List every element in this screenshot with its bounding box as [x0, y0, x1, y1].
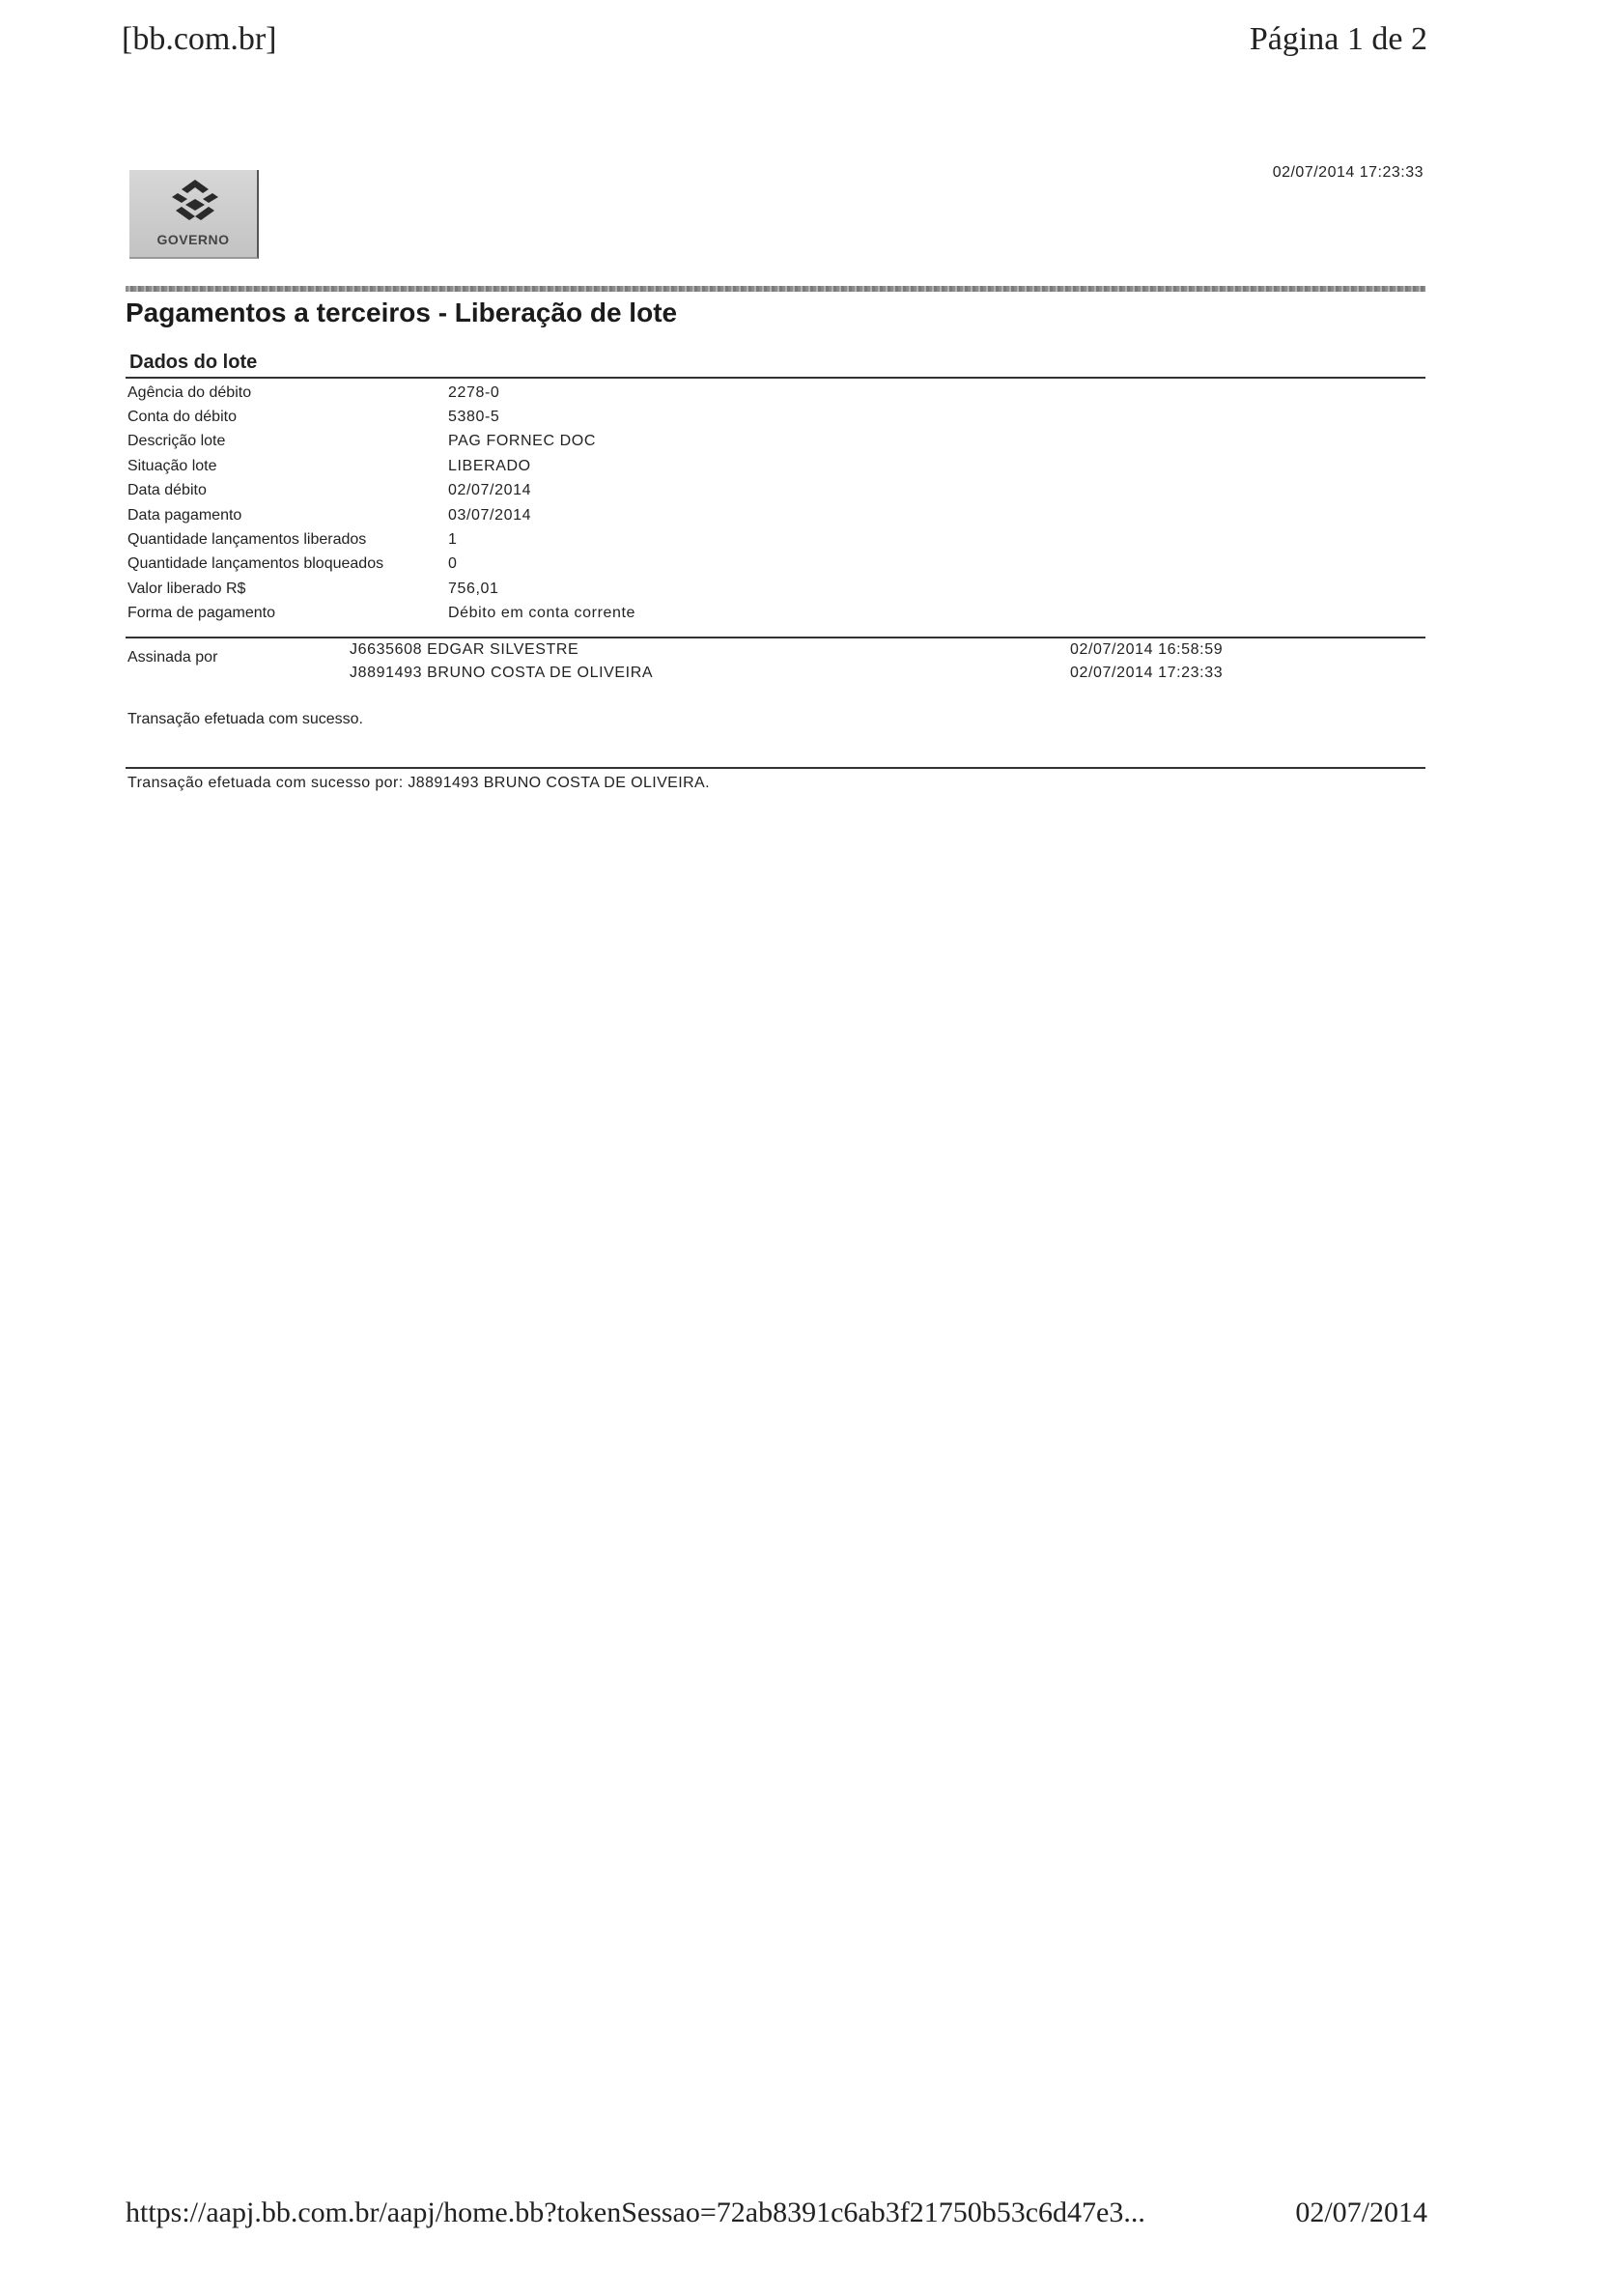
page-indicator: Página 1 de 2	[1249, 21, 1427, 57]
field-row	[126, 381, 1425, 405]
field-value: Débito em conta corrente	[448, 605, 636, 622]
field-value: 03/07/2014	[448, 506, 532, 524]
field-row	[126, 479, 1425, 503]
field-row	[126, 405, 1425, 429]
field-label: Quantidade lançamentos liberados	[127, 531, 367, 549]
field-row	[126, 454, 1425, 478]
signer-name: J8891493 BRUNO COSTA DE OLIVEIRA	[350, 665, 654, 681]
field-value: 756,01	[448, 580, 499, 597]
lot-fields	[126, 381, 1425, 626]
field-label: Conta do débito	[127, 409, 237, 426]
field-row	[126, 430, 1425, 454]
field-label: Situação lote	[127, 457, 217, 474]
site-header: [bb.com.br]	[122, 21, 277, 57]
field-row	[126, 577, 1425, 601]
field-label: Agência do débito	[127, 383, 252, 401]
field-value: 1	[448, 531, 458, 549]
footer-url: https://aapj.bb.com.br/aapj/home.bb?tokenSessao=72ab8391c6ab3f21750b53c6d47e3...	[126, 2197, 1145, 2228]
signed-by-label: Assinada por	[127, 649, 218, 666]
field-label: Forma de pagamento	[127, 605, 275, 622]
field-value: 2278-0	[448, 383, 500, 401]
success-message: Transação efetuada com sucesso.	[127, 711, 363, 727]
section-divider	[126, 377, 1425, 379]
field-label: Data pagamento	[127, 506, 242, 524]
signer-name: J6635608 EDGAR SILVESTRE	[350, 641, 579, 658]
field-label: Data débito	[127, 482, 207, 499]
footer-divider	[126, 767, 1425, 769]
section-title: Dados do lote	[129, 352, 258, 373]
field-label: Quantidade lançamentos bloqueados	[127, 555, 384, 573]
bb-logo-icon	[168, 178, 222, 222]
field-row	[126, 527, 1425, 552]
field-label: Valor liberado R$	[127, 580, 246, 597]
signatures-divider	[126, 637, 1425, 638]
footer-date: 02/07/2014	[1295, 2197, 1427, 2228]
signer-datetime: 02/07/2014 16:58:59	[1070, 641, 1224, 658]
field-value: 02/07/2014	[448, 482, 532, 499]
logo-text: GOVERNO	[156, 232, 230, 247]
field-value: PAG FORNEC DOC	[448, 433, 597, 450]
bb-governo-logo	[129, 170, 259, 259]
page-title: Pagamentos a terceiros - Liberação de lote	[126, 298, 678, 327]
field-row	[126, 553, 1425, 577]
field-value: 0	[448, 555, 458, 573]
print-timestamp: 02/07/2014 17:23:33	[1272, 164, 1424, 181]
title-band	[126, 286, 1425, 292]
signer-datetime: 02/07/2014 17:23:33	[1070, 665, 1224, 681]
field-value: LIBERADO	[448, 457, 531, 474]
field-value: 5380-5	[448, 409, 500, 426]
field-row	[126, 503, 1425, 527]
field-row	[126, 602, 1425, 626]
field-label: Descrição lote	[127, 433, 226, 450]
footer-message: Transação efetuada com sucesso por: J8891493 BRUNO COSTA DE OLIVEIRA.	[127, 775, 710, 791]
